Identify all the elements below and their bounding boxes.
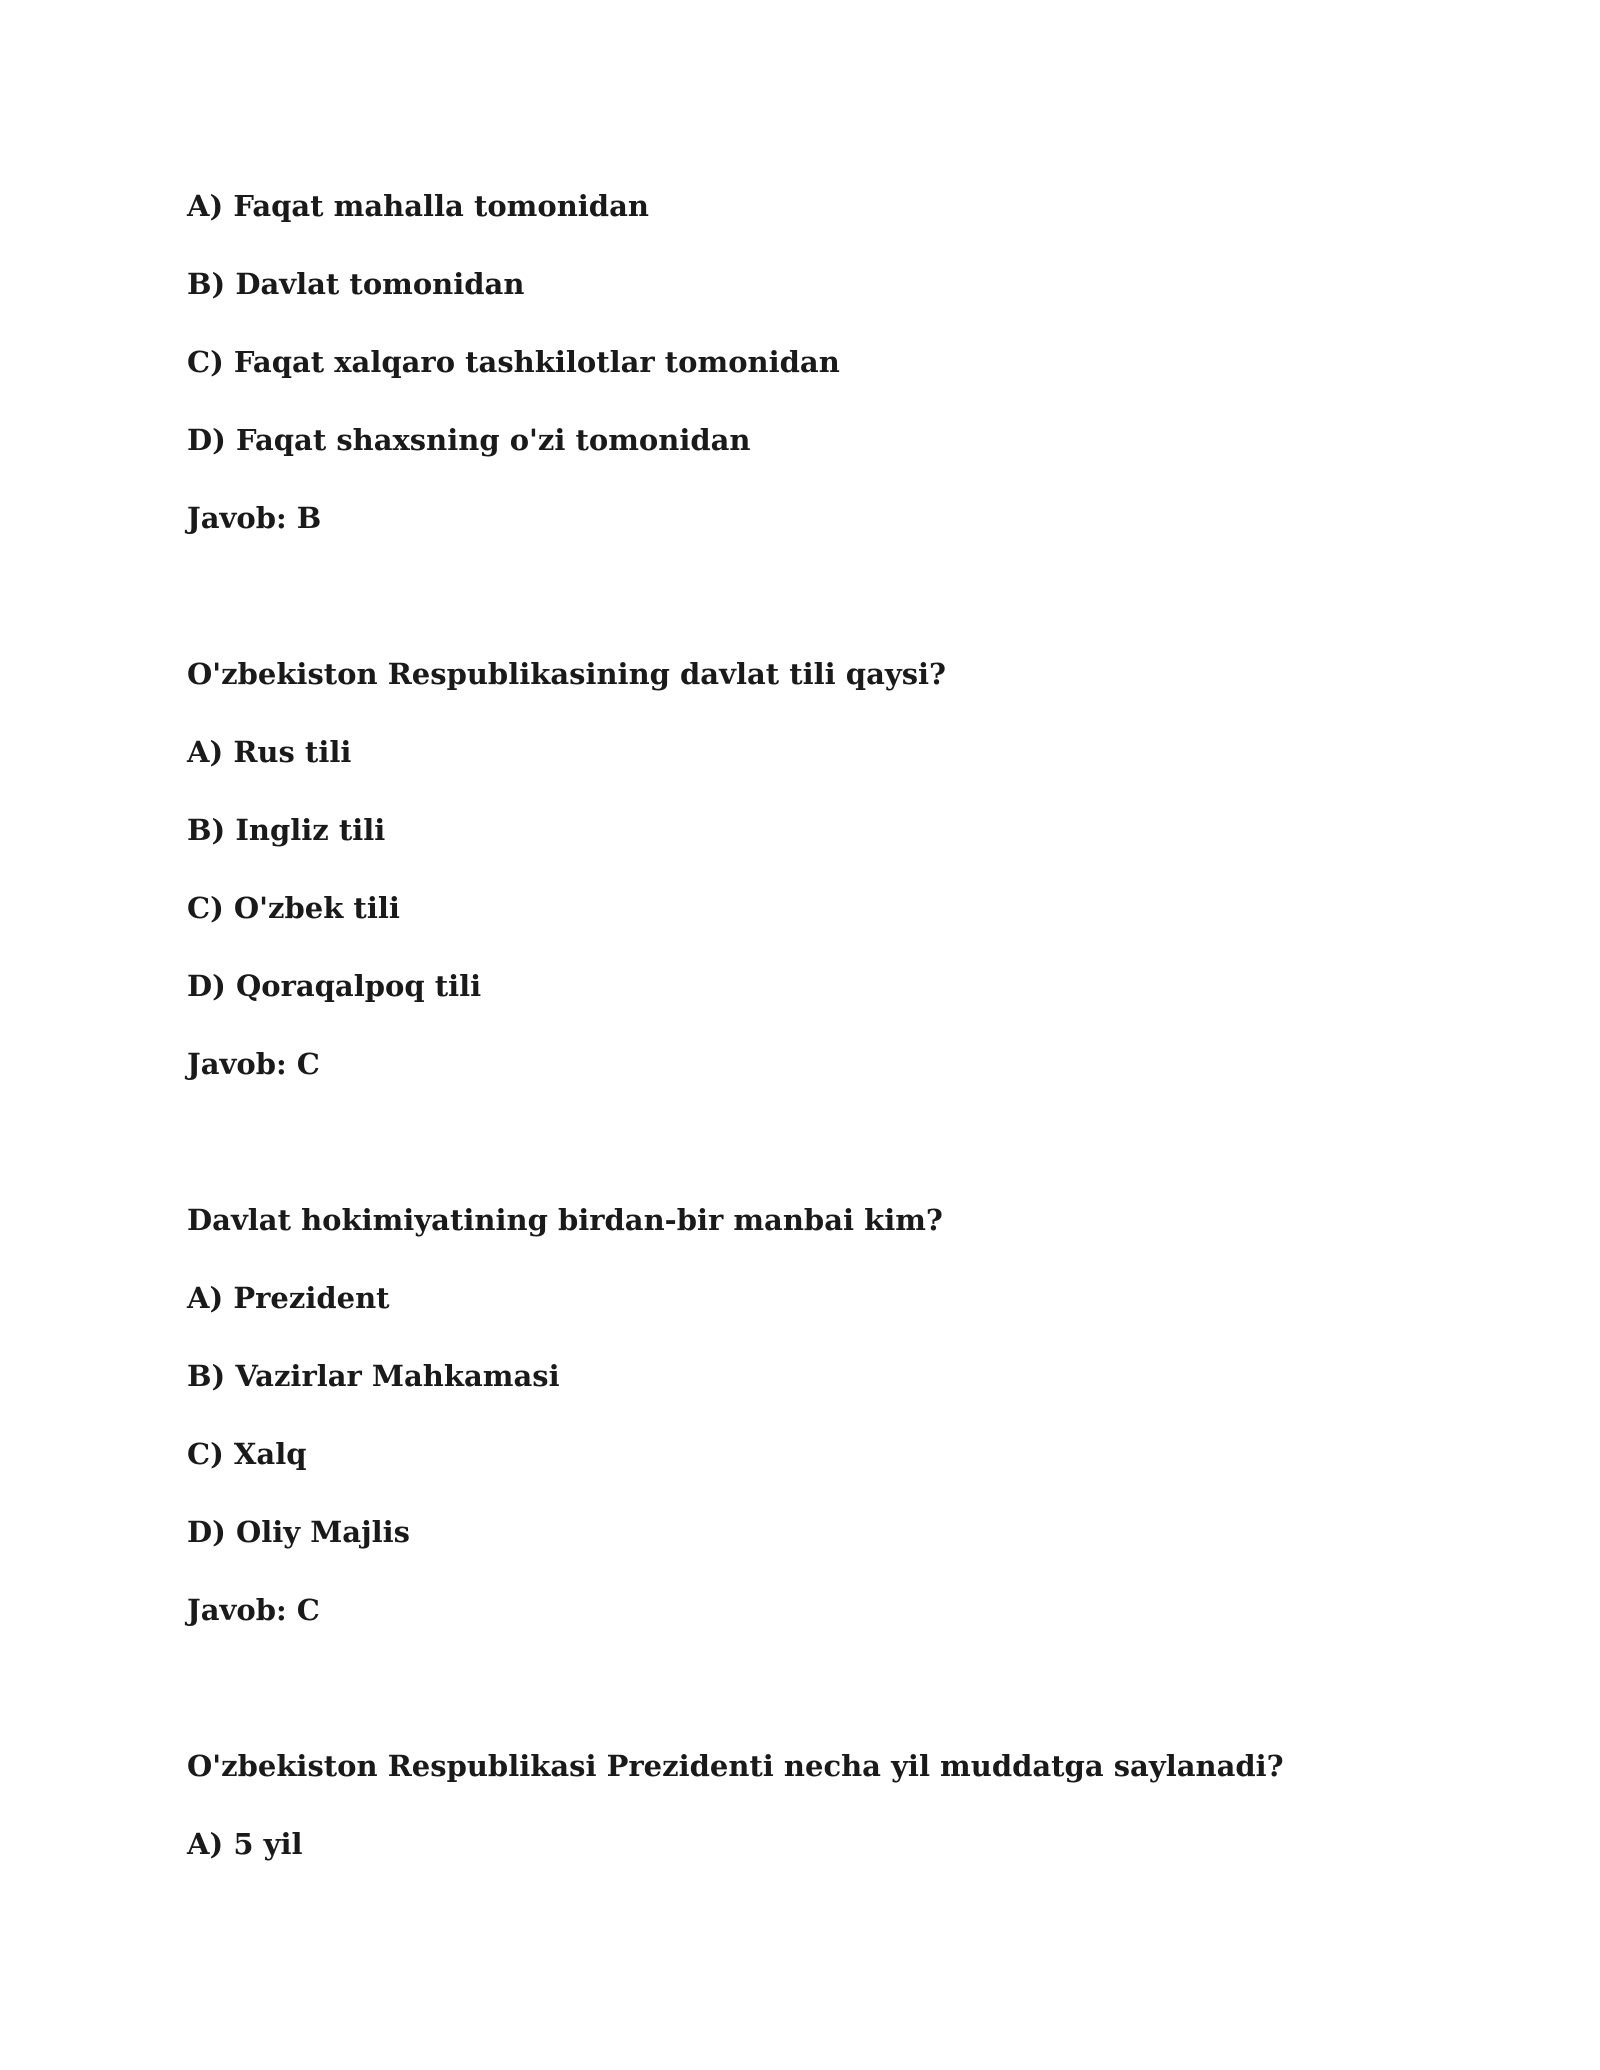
question: O'zbekiston Respublikasi Prezidenti necha yil muddatga saylanadi?: [187, 1749, 1284, 1783]
answer: Javob: C: [187, 1593, 320, 1627]
option-d: D) Qoraqalpoq tili: [187, 969, 482, 1003]
spacer: [187, 1662, 1487, 1740]
option-d: D) Oliy Majlis: [187, 1515, 410, 1549]
spacer: [187, 1116, 1487, 1194]
option-a: A) Faqat mahalla tomonidan: [187, 189, 649, 223]
option-a: A) Prezident: [187, 1281, 390, 1315]
option-c: C) Xalq: [187, 1437, 307, 1471]
option-b: B) Davlat tomonidan: [187, 267, 525, 301]
option-a: A) Rus tili: [187, 735, 352, 769]
question: O'zbekiston Respublikasining davlat tili qaysi?: [187, 657, 947, 691]
option-a: A) 5 yil: [187, 1827, 303, 1861]
option-c: C) Faqat xalqaro tashkilotlar tomonidan: [187, 345, 840, 379]
spacer: [187, 570, 1487, 648]
option-b: B) Ingliz tili: [187, 813, 386, 847]
option-c: C) O'zbek tili: [187, 891, 400, 925]
question: Davlat hokimiyatining birdan-bir manbai kim?: [187, 1203, 943, 1237]
option-d: D) Faqat shaxsning o'zi tomonidan: [187, 423, 751, 457]
answer: Javob: B: [187, 501, 322, 535]
answer: Javob: C: [187, 1047, 320, 1081]
document-content: [187, 180, 1487, 1896]
option-b: B) Vazirlar Mahkamasi: [187, 1359, 560, 1393]
